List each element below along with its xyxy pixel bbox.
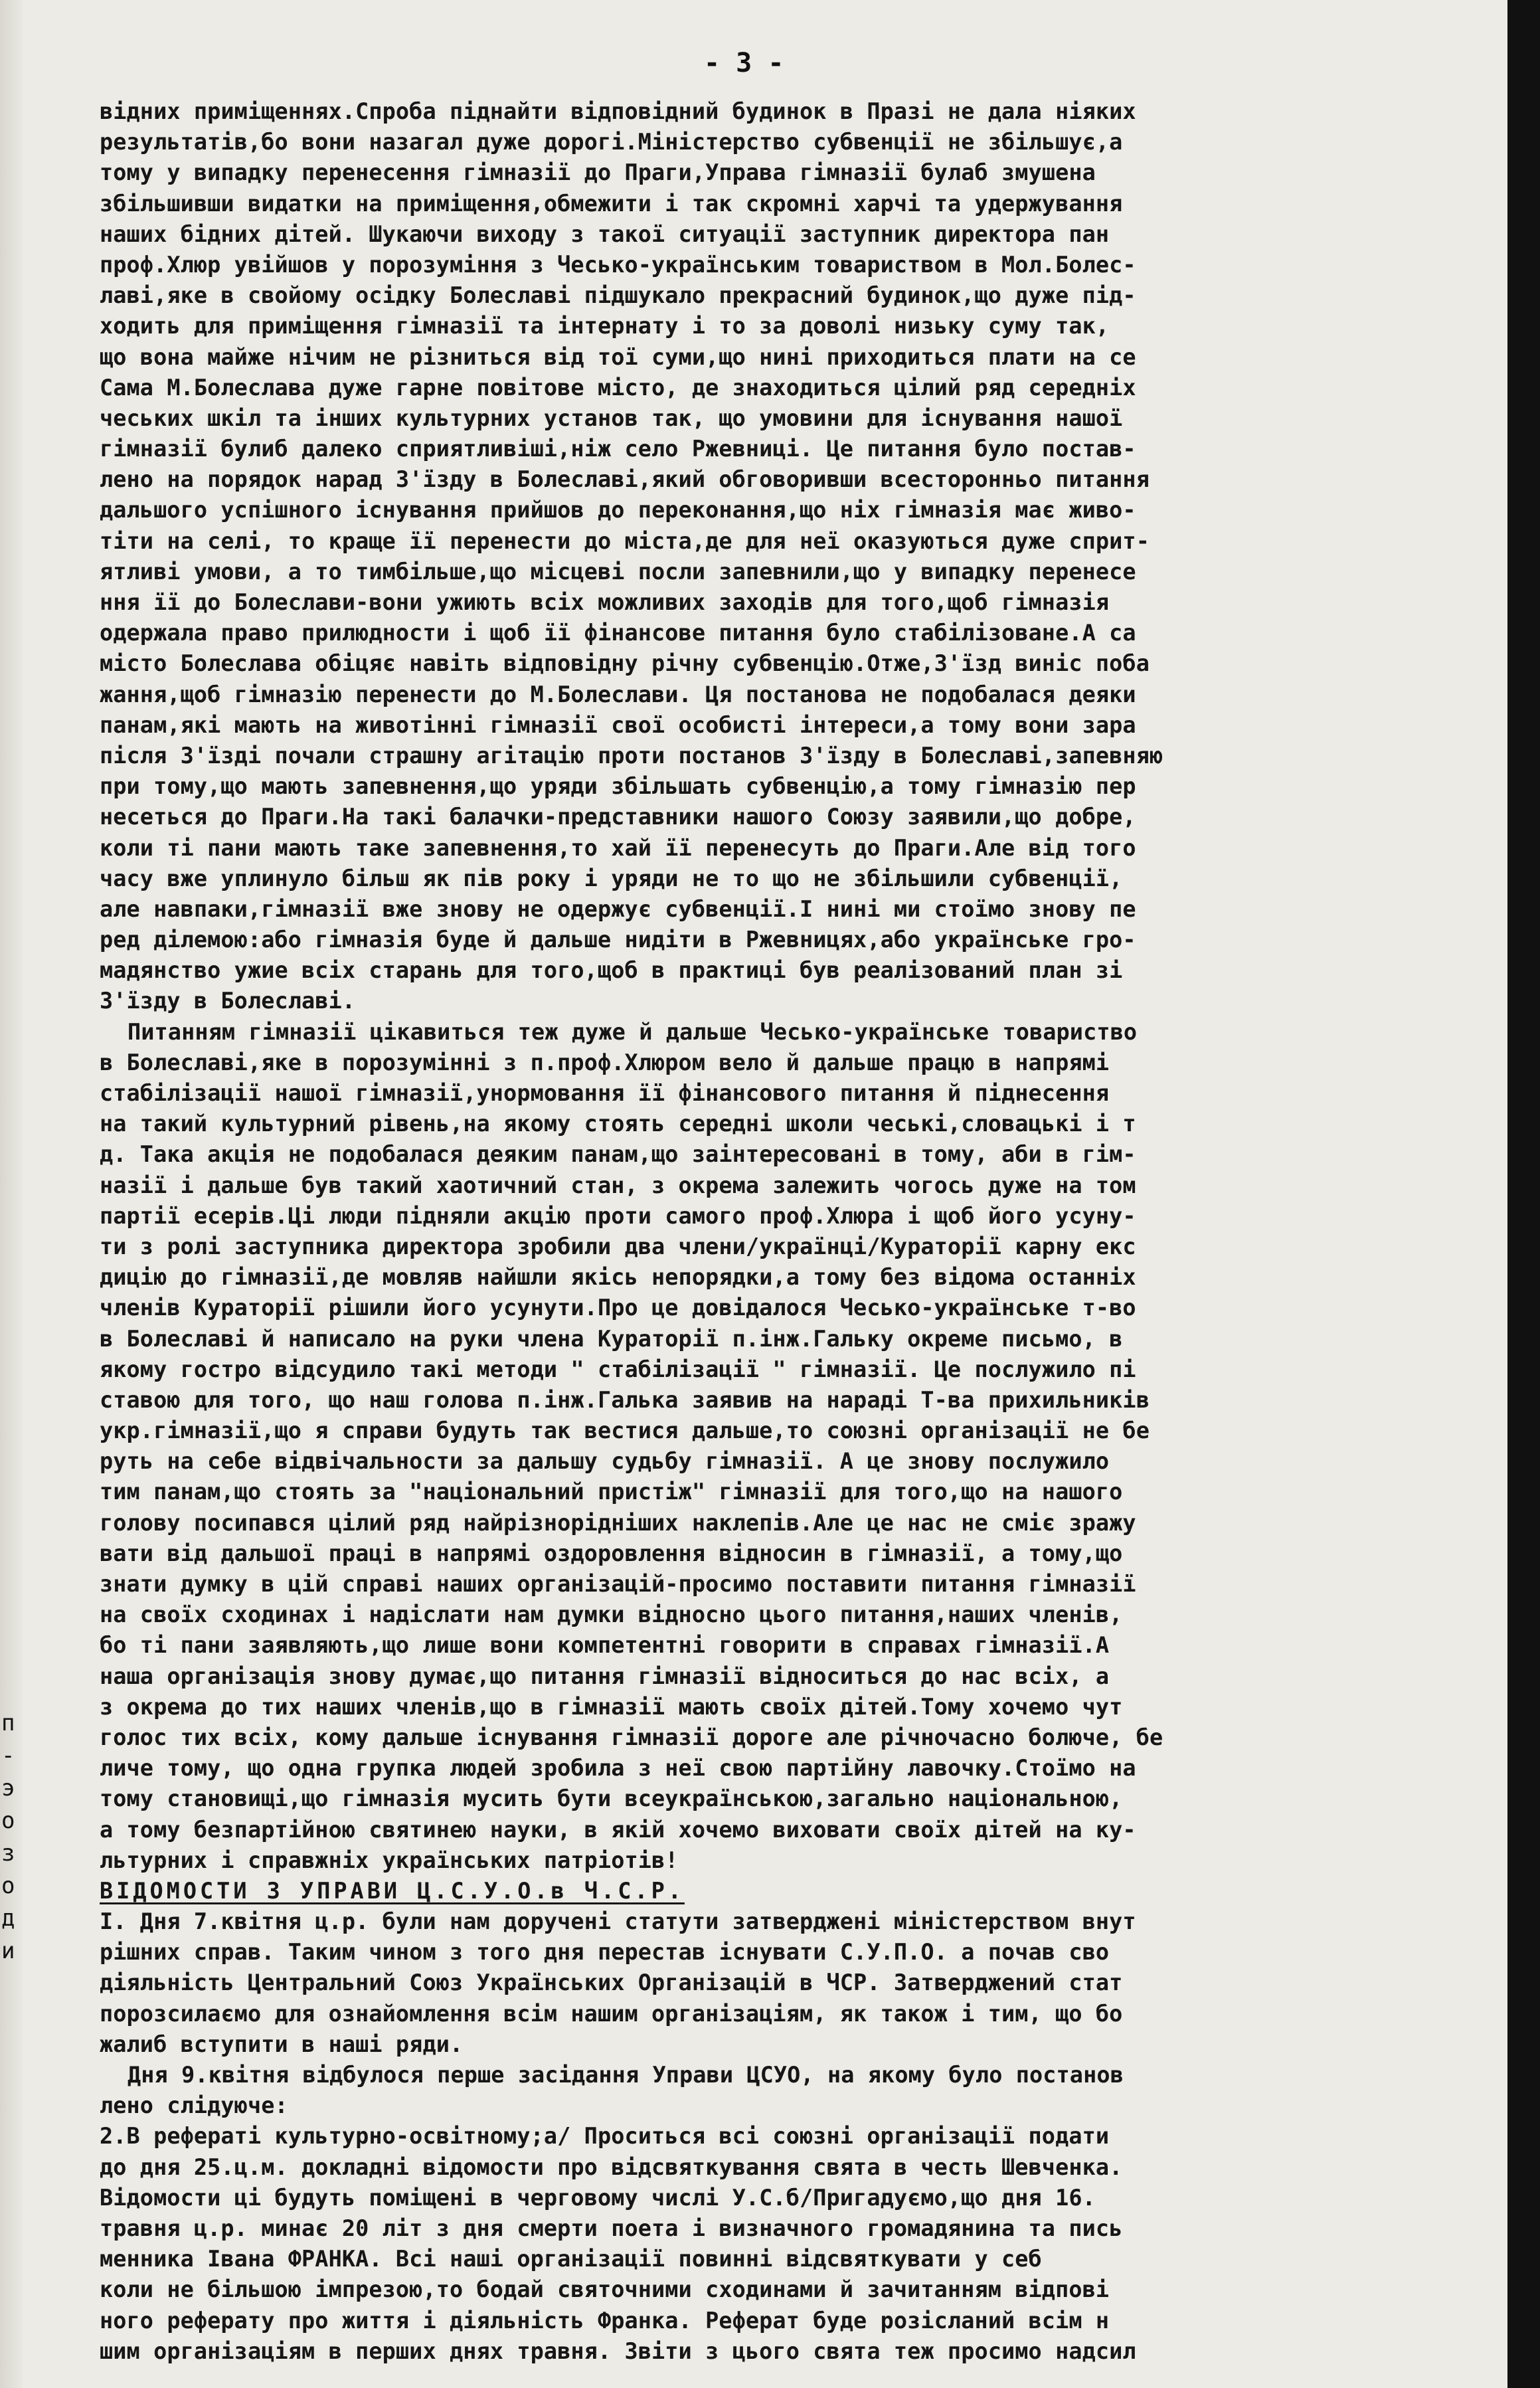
text-line: але навпаки,гімназії вже знову не одержує субвенції.І нині ми стоїмо знову пе <box>100 895 1136 922</box>
text-line: діяльність Центральний Союз Українських Організацій в ЧСР. Затверджений стат <box>100 1970 1123 1996</box>
text-line: ного реферату про життя і діяльність Франка. Реферат буде розісланий всім н <box>100 2307 1110 2334</box>
text-line: І. Дня 7.квітня ц.р. були нам доручені статути затверджені міністерством внут <box>100 1908 1136 1935</box>
text-line: рішних справ. Таким чином з того дня перестав існувати С.У.П.О. а почав сво <box>100 1939 1110 1966</box>
text-line: шим організаціям в перших днях травня. Звіти з цього свята теж просимо надсил <box>100 2338 1136 2364</box>
text-line: в Болеславі,яке в порозумінні з п.проф.Хлюром вело й дальше працю в напрямі <box>100 1049 1110 1075</box>
text-line: лено на порядок нарад З'їзду в Болеславі,який обговоривши всесторонньо питання <box>100 466 1150 493</box>
text-line: мадянство ужие всіх старань для того,щоб в практиці був реалізований план зі <box>100 957 1123 984</box>
text-line: голову посипався цілий ряд найрізнорідніших наклепів.Але це нас не сміє зражу <box>100 1509 1136 1536</box>
text-line: збільшивши видатки на приміщення,обмежити і так скромні харчі та удержування <box>100 190 1123 217</box>
text-line: на такий культурний рівень,на якому стоять середні школи чеські,словацькі і т <box>100 1111 1136 1137</box>
text-line: ти з ролі заступника директора зробили два члени/українці/Кураторії карну екс <box>100 1233 1136 1259</box>
text-line: дальшого успішного існування прийшов до переконання,що ніх гімназія має живо- <box>100 497 1136 523</box>
text-line: тим панам,що стоять за "національний пристіж" гімназії для того,що на нашого <box>100 1479 1123 1505</box>
text-line: дицію до гімназії,де мовляв найшли якісь непорядки,а тому без відома останніх <box>100 1264 1136 1291</box>
text-line: вати від дальшої праці в напрямі оздоровлення відносин в гімназії, а тому,що <box>100 1540 1123 1566</box>
text-line: ред ділемою:або гімназія буде й дальше нидіти в Ржевницях,або українське гро- <box>100 927 1136 953</box>
text-line: якому гостро відсудило такі методи " стабілізації " гімназії. Це послужило пі <box>100 1356 1136 1382</box>
text-line: порозсилаємо для ознайомлення всім нашим організаціям, як також і тим, що бо <box>100 2000 1123 2027</box>
text-line: тому становищі,що гімназія мусить бути всеукраїнською,загально національною, <box>100 1786 1123 1812</box>
text-line: ятливі умови, а то тимбільше,що місцеві посли запевнили,що у випадку перенесе <box>100 558 1136 585</box>
text-line: до дня 25.ц.м. докладні відомости про відсвяткування свята в честь Шевченка. <box>100 2154 1123 2180</box>
text-line: 2.В рефераті культурно-освітному;а/ Проситься всі союзні організації подати <box>100 2123 1110 2150</box>
text-line: панам,які мають на животінні гімназії свої особисті інтереси,а тому вони зара <box>100 711 1136 738</box>
text-line: лаві,яке в свойому осідку Болеславі підшукало прекрасний будинок,що дуже під- <box>100 282 1136 309</box>
margin-fragment: п <box>1 1710 15 1736</box>
typewritten-text <box>100 96 1488 2367</box>
text-line: наша організація знову думає,що питання гімназії відноситься до нас всіх, а <box>100 1663 1110 1689</box>
text-line: що вона майже нічим не різниться від тої суми,що нині приходиться плати на се <box>100 343 1136 370</box>
text-line: ння її до Болеслави-вони ужиють всіх можливих заходів для того,щоб гімназія <box>100 589 1110 615</box>
text-line: Відомости ці будуть поміщені в черговому числі У.С.б/Пригадуємо,що дня 16. <box>100 2184 1096 2211</box>
margin-fragment: - <box>1 1742 15 1769</box>
text-line: тому у випадку перенесення гімназії до Праги,Управа гімназії булаб змушена <box>100 159 1096 186</box>
text-line: бо ті пани заявляють,що лише вони компетентні говорити в справах гімназії.А <box>100 1632 1110 1659</box>
margin-fragment: о <box>1 1807 15 1834</box>
paragraph-statutes <box>100 1906 1488 2060</box>
paragraph-gymnasium-controversy <box>100 1017 1488 1876</box>
margin-fragment: э <box>1 1775 15 1801</box>
left-margin-strip <box>0 0 23 2388</box>
text-line: З'їзду в Болеславі. <box>100 988 356 1014</box>
text-line: з окрема до тих наших членів,що в гімназії мають своїх дітей.Тому хочемо чут <box>100 1693 1123 1720</box>
text-line: несеться до Праги.На такі балачки-представники нашого Союзу заявили,що добре, <box>100 804 1136 830</box>
paragraph-board-meeting <box>100 2060 1488 2367</box>
text-line: відних приміщеннях.Спроба піднайти відповідний будинок в Празі не дала ніяких <box>100 98 1136 124</box>
text-line: результатів,бо вони назагал дуже дорогі.Міністерство субвенції не збільшує,а <box>100 129 1123 155</box>
text-line: ходить для приміщення гімназії та інтернату і то за доволі низьку суму так, <box>100 313 1110 339</box>
text-line: знати думку в цій справі наших організацій-просимо поставити питання гімназії <box>100 1571 1136 1597</box>
text-line: травня ц.р. минає 20 літ з дня смерти поета і визначного громадянина та пись <box>100 2215 1123 2241</box>
text-line: голос тих всіх, кому дальше існування гімназії дороге але річночасно болюче, бе <box>100 1724 1163 1750</box>
left-margin-fragments <box>1 1707 21 1968</box>
text-line: чеських шкіл та інших культурних установ так, що умовини для існування нашої <box>100 405 1123 431</box>
text-line: при тому,що мають запевнення,що уряди збільшать субвенцію,а тому гімназію пер <box>100 773 1136 800</box>
text-line: укр.гімназії,що я справи будуть так вестися дальше,то союзні організації не бе <box>100 1418 1150 1444</box>
text-line: гімназії булиб далеко сприятливіші,ніж село Ржевниці. Це питання було постав- <box>100 436 1136 462</box>
text-line: льтурних і справжніх українських патріотів! <box>100 1847 679 1873</box>
text-line: в Болеславі й написало на руки члена Кураторії п.інж.Гальку окреме письмо, в <box>100 1325 1123 1352</box>
text-line: руть на себе відвічальности за дальшу судьбу гімназії. А це знову послужило <box>100 1448 1110 1475</box>
section-heading: ВІДОМОСТИ З УПРАВИ Ц.С.У.О.в Ч.С.Р. <box>100 1877 685 1904</box>
margin-fragment: з <box>1 1840 15 1867</box>
text-line: а тому безпартійною святинею науки, в якій хочемо виховати своїх дітей на ку- <box>100 1816 1136 1843</box>
text-line: д. Така акція не подобалася деяким панам,що заінтересовані в тому, аби в гім- <box>100 1141 1136 1168</box>
text-line: жалиб вступити в наші ряди. <box>100 2031 464 2057</box>
text-line: Дня 9.квітня відбулося перше засідання Управи ЦСУО, на якому було постанов <box>128 2062 1124 2088</box>
margin-fragment: и <box>1 1938 15 1964</box>
text-line: місто Болеслава обіцяє навіть відповідну річну субвенцію.Отже,З'їзд виніс поба <box>100 650 1150 677</box>
text-line: коли не більшою імпрезою,то бодай святочними сходинами й зачитанням відпові <box>100 2276 1110 2303</box>
text-line: наших бідних дітей. Шукаючи виходу з такої ситуації заступник директора пан <box>100 221 1110 247</box>
text-line: Питанням гімназії цікавиться теж дуже й дальше Чесько-українське товариство <box>128 1018 1138 1045</box>
page-number: - 3 - <box>704 48 784 78</box>
paragraph-gymnasium-relocation <box>100 96 1488 1017</box>
text-line: членів Кураторії рішили його усунути.Про це довідалося Чесько-українське т-во <box>100 1295 1136 1321</box>
text-line: жання,щоб гімназію перенести до М.Болеслави. Ця постанова не подобалася деяки <box>100 681 1136 707</box>
text-line: на своїх сходинах і надіслати нам думки відносно цього питання,наших членів, <box>100 1602 1123 1628</box>
text-line: після З'їзді почали страшну агітацію проти постанов З'їзду в Болеславі,запевняю <box>100 742 1163 769</box>
text-line: менника Івана ФРАНКА. Всі наші організації повинні відсвяткувати у себ <box>100 2246 1042 2272</box>
text-line: одержала право прилюдности і щоб її фінансове питання було стабілізоване.А са <box>100 620 1136 646</box>
text-line: проф.Хлюр увійшов у порозуміння з Чесько-українським товариством в Мол.Болес- <box>100 251 1136 278</box>
margin-fragment: о <box>1 1873 15 1899</box>
text-line: лено слідуюче: <box>100 2092 288 2119</box>
scan-edge <box>1507 0 1540 2388</box>
text-line: партії есерів.Ці люди підняли акцію проти самого проф.Хлюра і щоб його усуну- <box>100 1202 1136 1229</box>
text-line: коли ті пани мають таке запевнення,то хай її перенесуть до Праги.Але від того <box>100 834 1136 861</box>
margin-fragment: д <box>1 1905 15 1932</box>
text-line: ставою для того, що наш голова п.інж.Галька заявив на нараді Т-ва прихильників <box>100 1386 1150 1413</box>
text-line: тіти на селі, то краще її перенести до міста,де для неї оказуються дуже сприт- <box>100 527 1150 554</box>
text-line: личе тому, що одна групка людей зробила з неї свою партійну лавочку.Стоїмо на <box>100 1755 1136 1782</box>
text-line: Сама М.Болеслава дуже гарне повітове місто, де знаходиться цілий ряд середніх <box>100 374 1136 401</box>
text-line: назії і дальше був такий хаотичний стан, з окрема залежить чогось дуже на том <box>100 1172 1136 1198</box>
text-line: часу вже уплинуло більш як пів року і уряди не то що не збільшили субвенції, <box>100 865 1123 891</box>
text-line: стабілізації нашої гімназії,унормовання її фінансового питання й піднесення <box>100 1080 1110 1106</box>
